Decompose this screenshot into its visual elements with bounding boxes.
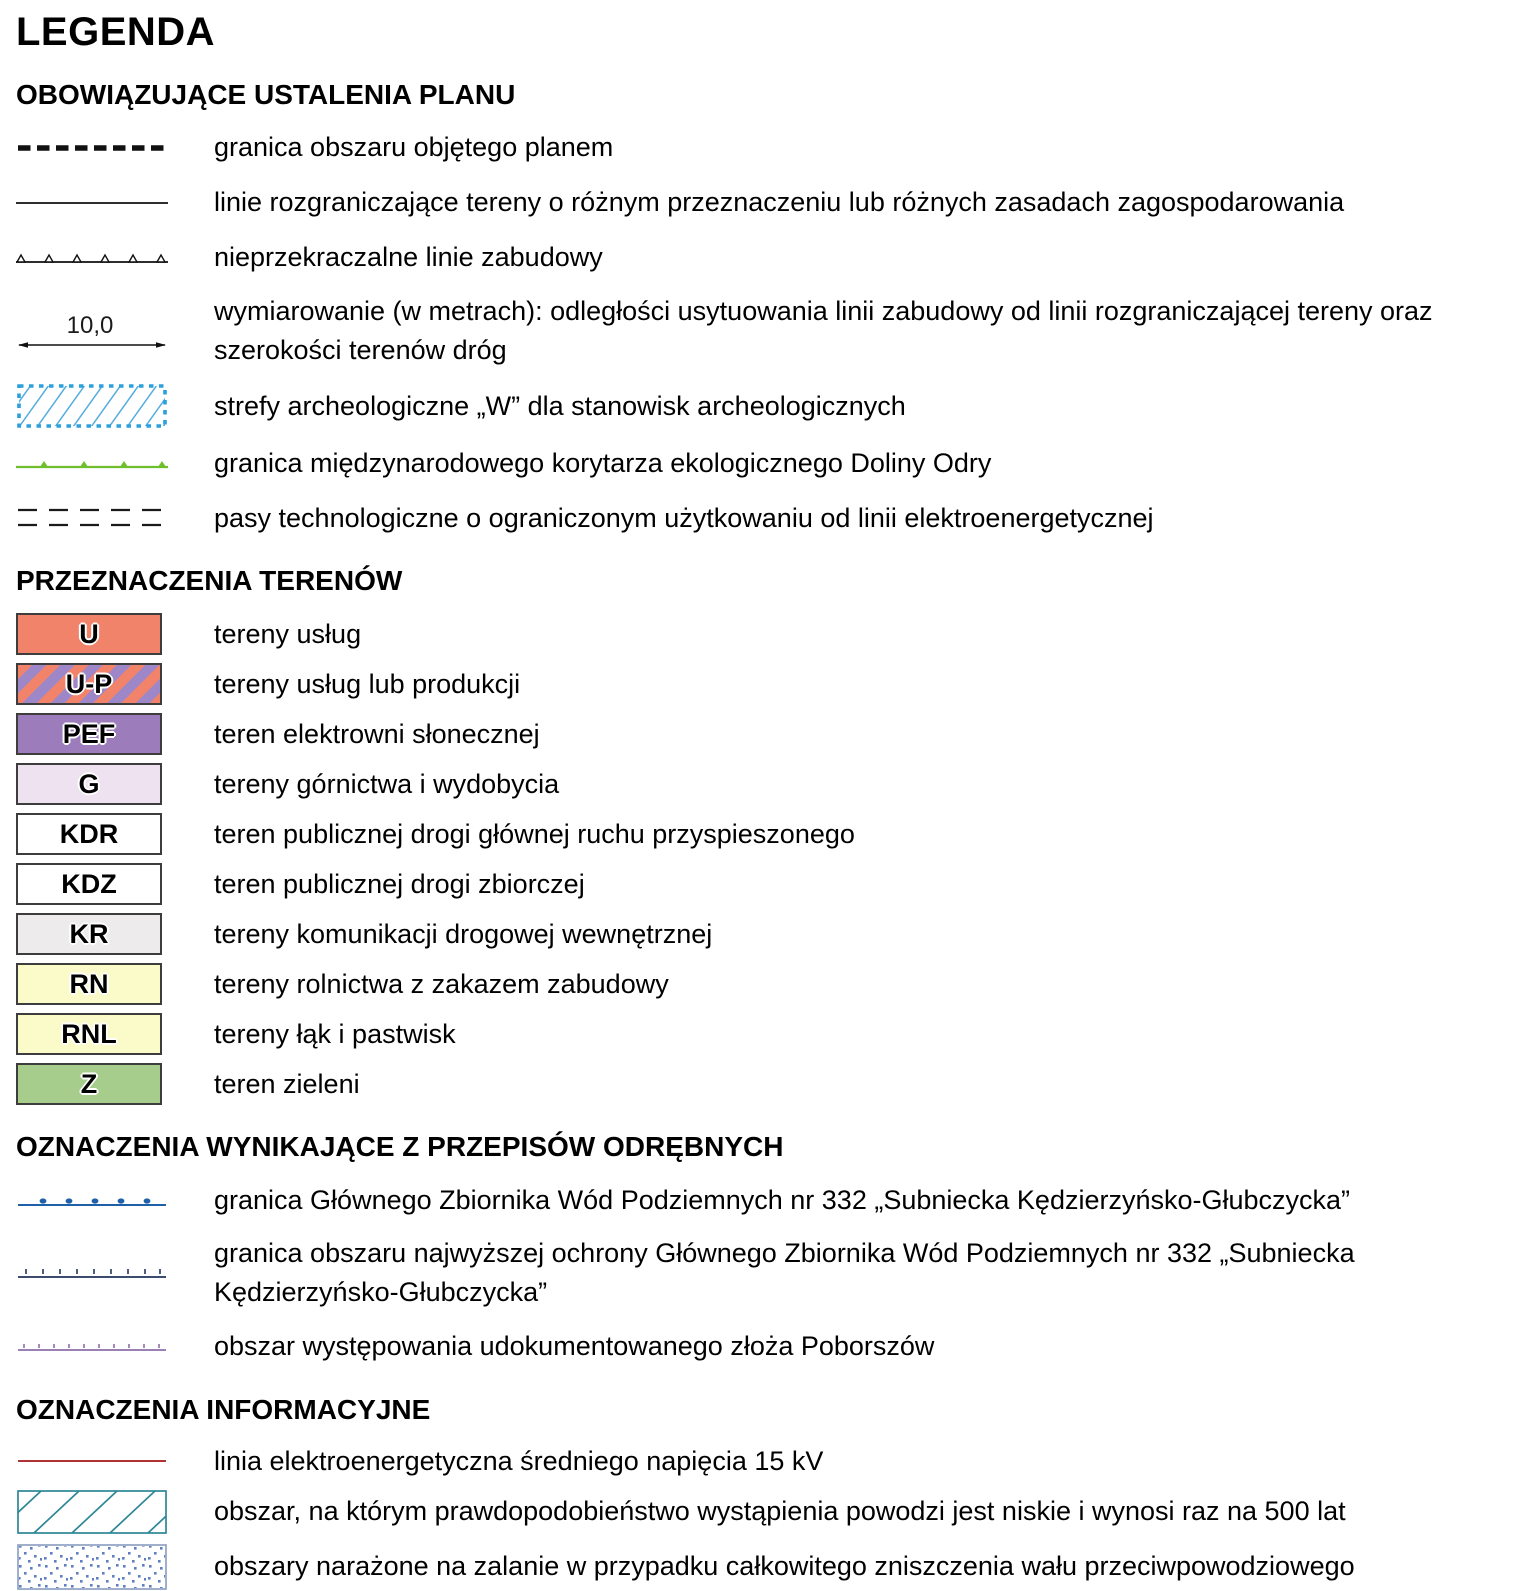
legend-item-label: strefy archeologiczne „W” dla stanowisk archeologicznych [214, 390, 906, 421]
legend-item-zone-u [16, 613, 1514, 655]
legend-item-groundwater-reservoir [16, 1179, 1514, 1221]
legend-item-label: nieprzekraczalne linie zabudowy [214, 242, 603, 273]
legend-item-label: granica obszaru najwyższej ochrony Głównego Zbiornika Wód Podziemnych nr 332 „Subniecka Kędzierzyńsko-Głubczycka” [214, 1238, 1355, 1308]
section-heading-plan-provisions: OBOWIĄZUJĄCE USTALENIA PLANU [16, 79, 516, 110]
legend-item-label: pasy technologiczne o ograniczonym użytkowaniu od linii elektroenergetycznej [214, 502, 1154, 533]
section-heading-separate-regulations: OZNACZENIA WYNIKAJĄCE Z PRZEPISÓW ODRĘBNYCH [16, 1131, 784, 1163]
zone-swatch-g [16, 763, 168, 805]
legend-item-zone-kdz [16, 863, 1514, 905]
legend-item-dimensioning [16, 292, 1514, 370]
zone-swatch-kr [16, 913, 168, 955]
legend-item-label: granica obszaru objętego planem [214, 132, 614, 163]
legend-item-zone-kr [16, 913, 1514, 955]
zone-code-label: U [79, 618, 99, 649]
zone-code-label: PEF [62, 718, 116, 749]
legend-item-label: granica Głównego Zbiornika Wód Podziemnych nr 332 „Subniecka Kędzierzyńsko-Głubczycka” [214, 1184, 1351, 1215]
zone-code-label: G [78, 768, 100, 799]
legend-item-label: tereny łąk i pastwisk [214, 1018, 456, 1049]
legend-item-label: obszary narażone na zalanie w przypadku całkowitego zniszczenia wału przeciwpowodziowego [214, 1551, 1355, 1582]
legend-item-setback-line [16, 237, 1514, 279]
zone-swatch-rnl [16, 1013, 168, 1055]
legend-item-label: obszar występowania udokumentowanego złoża Poborszów [214, 1330, 935, 1361]
legend-item-archaeological-zones [16, 383, 1514, 429]
legend-item-label: tereny usług lub produkcji [214, 668, 521, 699]
legend-item-label: linia elektroenergetyczna średniego napięcia 15 kV [214, 1445, 824, 1476]
section-heading-informational: OZNACZENIA INFORMACYJNE [16, 1393, 431, 1425]
legend-item-technological-strips [16, 497, 1514, 539]
highest-protection-boundary-icon [16, 1264, 168, 1282]
legend-item-label: tereny górnictwa i wydobycia [214, 768, 560, 799]
legend-item-label: linie rozgraniczające tereny o różnym przeznaczeniu lub różnych zasadach zagospodarowania [214, 187, 1345, 218]
legend-item-zoning-lines [16, 182, 1514, 224]
levee-failure-dots-icon [16, 1543, 168, 1591]
zone-code-label: RN [69, 968, 109, 999]
legend-item-label: teren publicznej drogi zbiorczej [214, 868, 585, 899]
legend-item-label: teren elektrowni słonecznej [214, 718, 540, 749]
legend-item-ecological-corridor [16, 442, 1514, 484]
zone-code-label: KDZ [61, 868, 117, 899]
building-setback-line-icon [16, 251, 168, 265]
map-legend [16, 10, 1514, 1591]
zone-swatch-kdr [16, 813, 168, 855]
legend-item-label: wymiarowanie (w metrach): odległości usytuowania linii zabudowy od linii rozgraniczającej tereny oraz szerokości terenów dróg [214, 296, 1433, 366]
zone-code-label: KR [69, 918, 109, 949]
zone-swatch-u [16, 613, 168, 655]
legend-item-zone-kdr [16, 813, 1514, 855]
legend-item-label: teren publicznej drogi głównej ruchu przyspieszonego [214, 818, 855, 849]
legend-item-zone-pef [16, 713, 1514, 755]
legend-item-label: tereny rolnictwa z zakazem zabudowy [214, 968, 669, 999]
zone-swatch-kdz [16, 863, 168, 905]
zone-swatch-up [16, 663, 168, 705]
ecological-corridor-line-icon [16, 456, 168, 470]
legend-item-label: granica międzynarodowego korytarza ekologicznego Doliny Odry [214, 447, 992, 478]
legend-title: LEGENDA [16, 10, 216, 54]
dimension-line-icon [16, 309, 168, 353]
legend-item-zone-up [16, 663, 1514, 705]
zone-swatch-z [16, 1063, 168, 1105]
legend-item-zone-g [16, 763, 1514, 805]
technological-strip-dashes-icon [16, 503, 168, 533]
legend-item-label: obszar, na którym prawdopodobieństwo wystąpienia powodzi jest niskie i wynosi raz na 500 lat [214, 1496, 1346, 1527]
legend-item-zone-rnl [16, 1013, 1514, 1055]
legend-item-plan-boundary [16, 127, 1514, 169]
legend-item-levee-failure [16, 1543, 1514, 1591]
zone-code-label: KDR [59, 818, 119, 849]
zoning-separation-line-icon [16, 200, 168, 206]
zone-swatch-rn [16, 963, 168, 1005]
legend-item-zone-rn [16, 963, 1514, 1005]
svg-text:10,0: 10,0 [66, 312, 114, 340]
documented-deposit-area-icon [16, 1340, 168, 1354]
zone-swatch-pef [16, 713, 168, 755]
power-line-15kv-icon [16, 1458, 168, 1464]
zone-code-label: Z [80, 1068, 98, 1099]
legend-item-zone-z [16, 1063, 1514, 1105]
groundwater-reservoir-boundary-icon [16, 1190, 168, 1210]
section-heading-land-use: PRZEZNACZENIA TERENÓW [16, 565, 403, 597]
legend-item-label: tereny komunikacji drogowej wewnętrznej [214, 918, 713, 949]
archaeological-zone-hatch-icon [16, 383, 168, 429]
legend-item-power-line [16, 1442, 1514, 1481]
legend-item-label: teren zieleni [214, 1068, 360, 1099]
plan-boundary-dashed-line-icon [16, 143, 168, 153]
legend-item-documented-deposit [16, 1326, 1514, 1368]
zone-code-label: RNL [61, 1018, 117, 1049]
legend-item-highest-protection [16, 1234, 1514, 1312]
legend-item-label: tereny usług [214, 618, 362, 649]
zone-code-label: U-P [65, 668, 113, 699]
